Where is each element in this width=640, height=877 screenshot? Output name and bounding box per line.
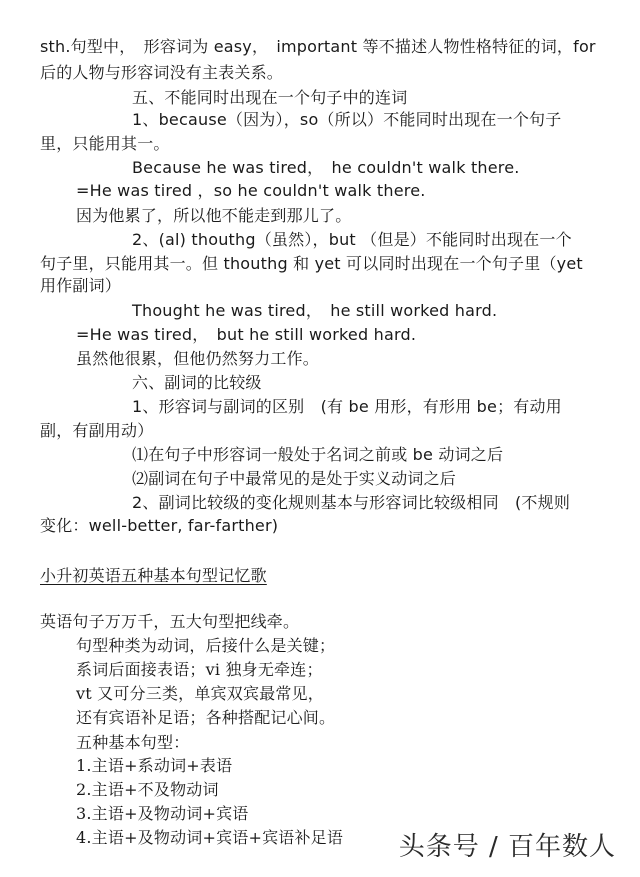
- text-line: 2、(al) thouthg（虽然），but （但是）不能同时出现在一个: [132, 230, 572, 249]
- song-line: 还有宾语补足语；各种搭配记心间。: [76, 708, 336, 727]
- example-sentence: =He was tired ，so he couldn't walk there.: [76, 181, 426, 200]
- sentence-pattern-item: 3.主语+及物动词+宾语: [76, 804, 249, 823]
- song-line: vt 又可分三类，单宾双宾最常见，: [76, 684, 324, 703]
- text-line: 2、副词比较级的变化规则基本与形容词比较级相同 (不规则: [132, 493, 571, 512]
- watermark: 头条号 / 百年数人: [398, 832, 616, 862]
- example-sentence: Thought he was tired， he still worked hard.: [132, 301, 498, 320]
- text-line: 1、because（因为），so（所以）不能同时出现在一个句子: [132, 110, 562, 129]
- song-line: 句型种类为动词，后接什么是关键；: [76, 636, 336, 655]
- example-sentence: Because he was tired， he couldn't walk there.: [132, 158, 520, 177]
- sentence-pattern-item: 1.主语+系动词+表语: [76, 756, 233, 775]
- text-line: 句子里，只能用其一。但 thouthg 和 yet 可以同时出现在一个句子里（yet: [40, 254, 583, 273]
- sentence-pattern-item: 4.主语+及物动词+宾语+宾语补足语: [76, 828, 344, 847]
- song-line: 英语句子万万千，五大句型把线牵。: [40, 612, 300, 631]
- text-line: ⑵副词在句子中最常见的是处于实义动词之后: [132, 469, 457, 488]
- section-heading-6: 六、副词的比较级: [132, 373, 262, 392]
- sentence-pattern-item: 2.主语+不及物动词: [76, 780, 219, 799]
- translation-line: 虽然他很累，但他仍然努力工作。: [76, 349, 320, 368]
- text-line: 后的人物与形容词没有主表关系。: [40, 63, 284, 82]
- text-line: sth.句型中， 形容词为 easy， important 等不描述人物性格特征的词，for: [40, 37, 596, 56]
- text-line: 1、形容词与副词的区别 (有 be 用形，有形用 be；有动用: [132, 397, 562, 416]
- text-line: 变化：well-better, far-farther): [40, 516, 279, 535]
- text-line: 副，有副用动）: [40, 421, 154, 440]
- song-line: 系词后面接表语；vi 独身无牵连；: [76, 660, 323, 679]
- text-line: 里，只能用其一。: [40, 134, 170, 153]
- text-line: ⑴在句子中形容词一般处于名词之前或 be 动词之后: [132, 445, 504, 464]
- text-line: 用作副词）: [40, 276, 122, 295]
- translation-line: 因为他累了，所以他不能走到那儿了。: [76, 206, 352, 225]
- section-heading-5: 五、不能同时出现在一个句子中的连词: [132, 88, 408, 107]
- song-title: 小升初英语五种基本句型记忆歌: [40, 566, 267, 585]
- example-sentence: =He was tired， but he still worked hard.: [76, 325, 417, 344]
- song-line: 五种基本句型：: [76, 733, 190, 752]
